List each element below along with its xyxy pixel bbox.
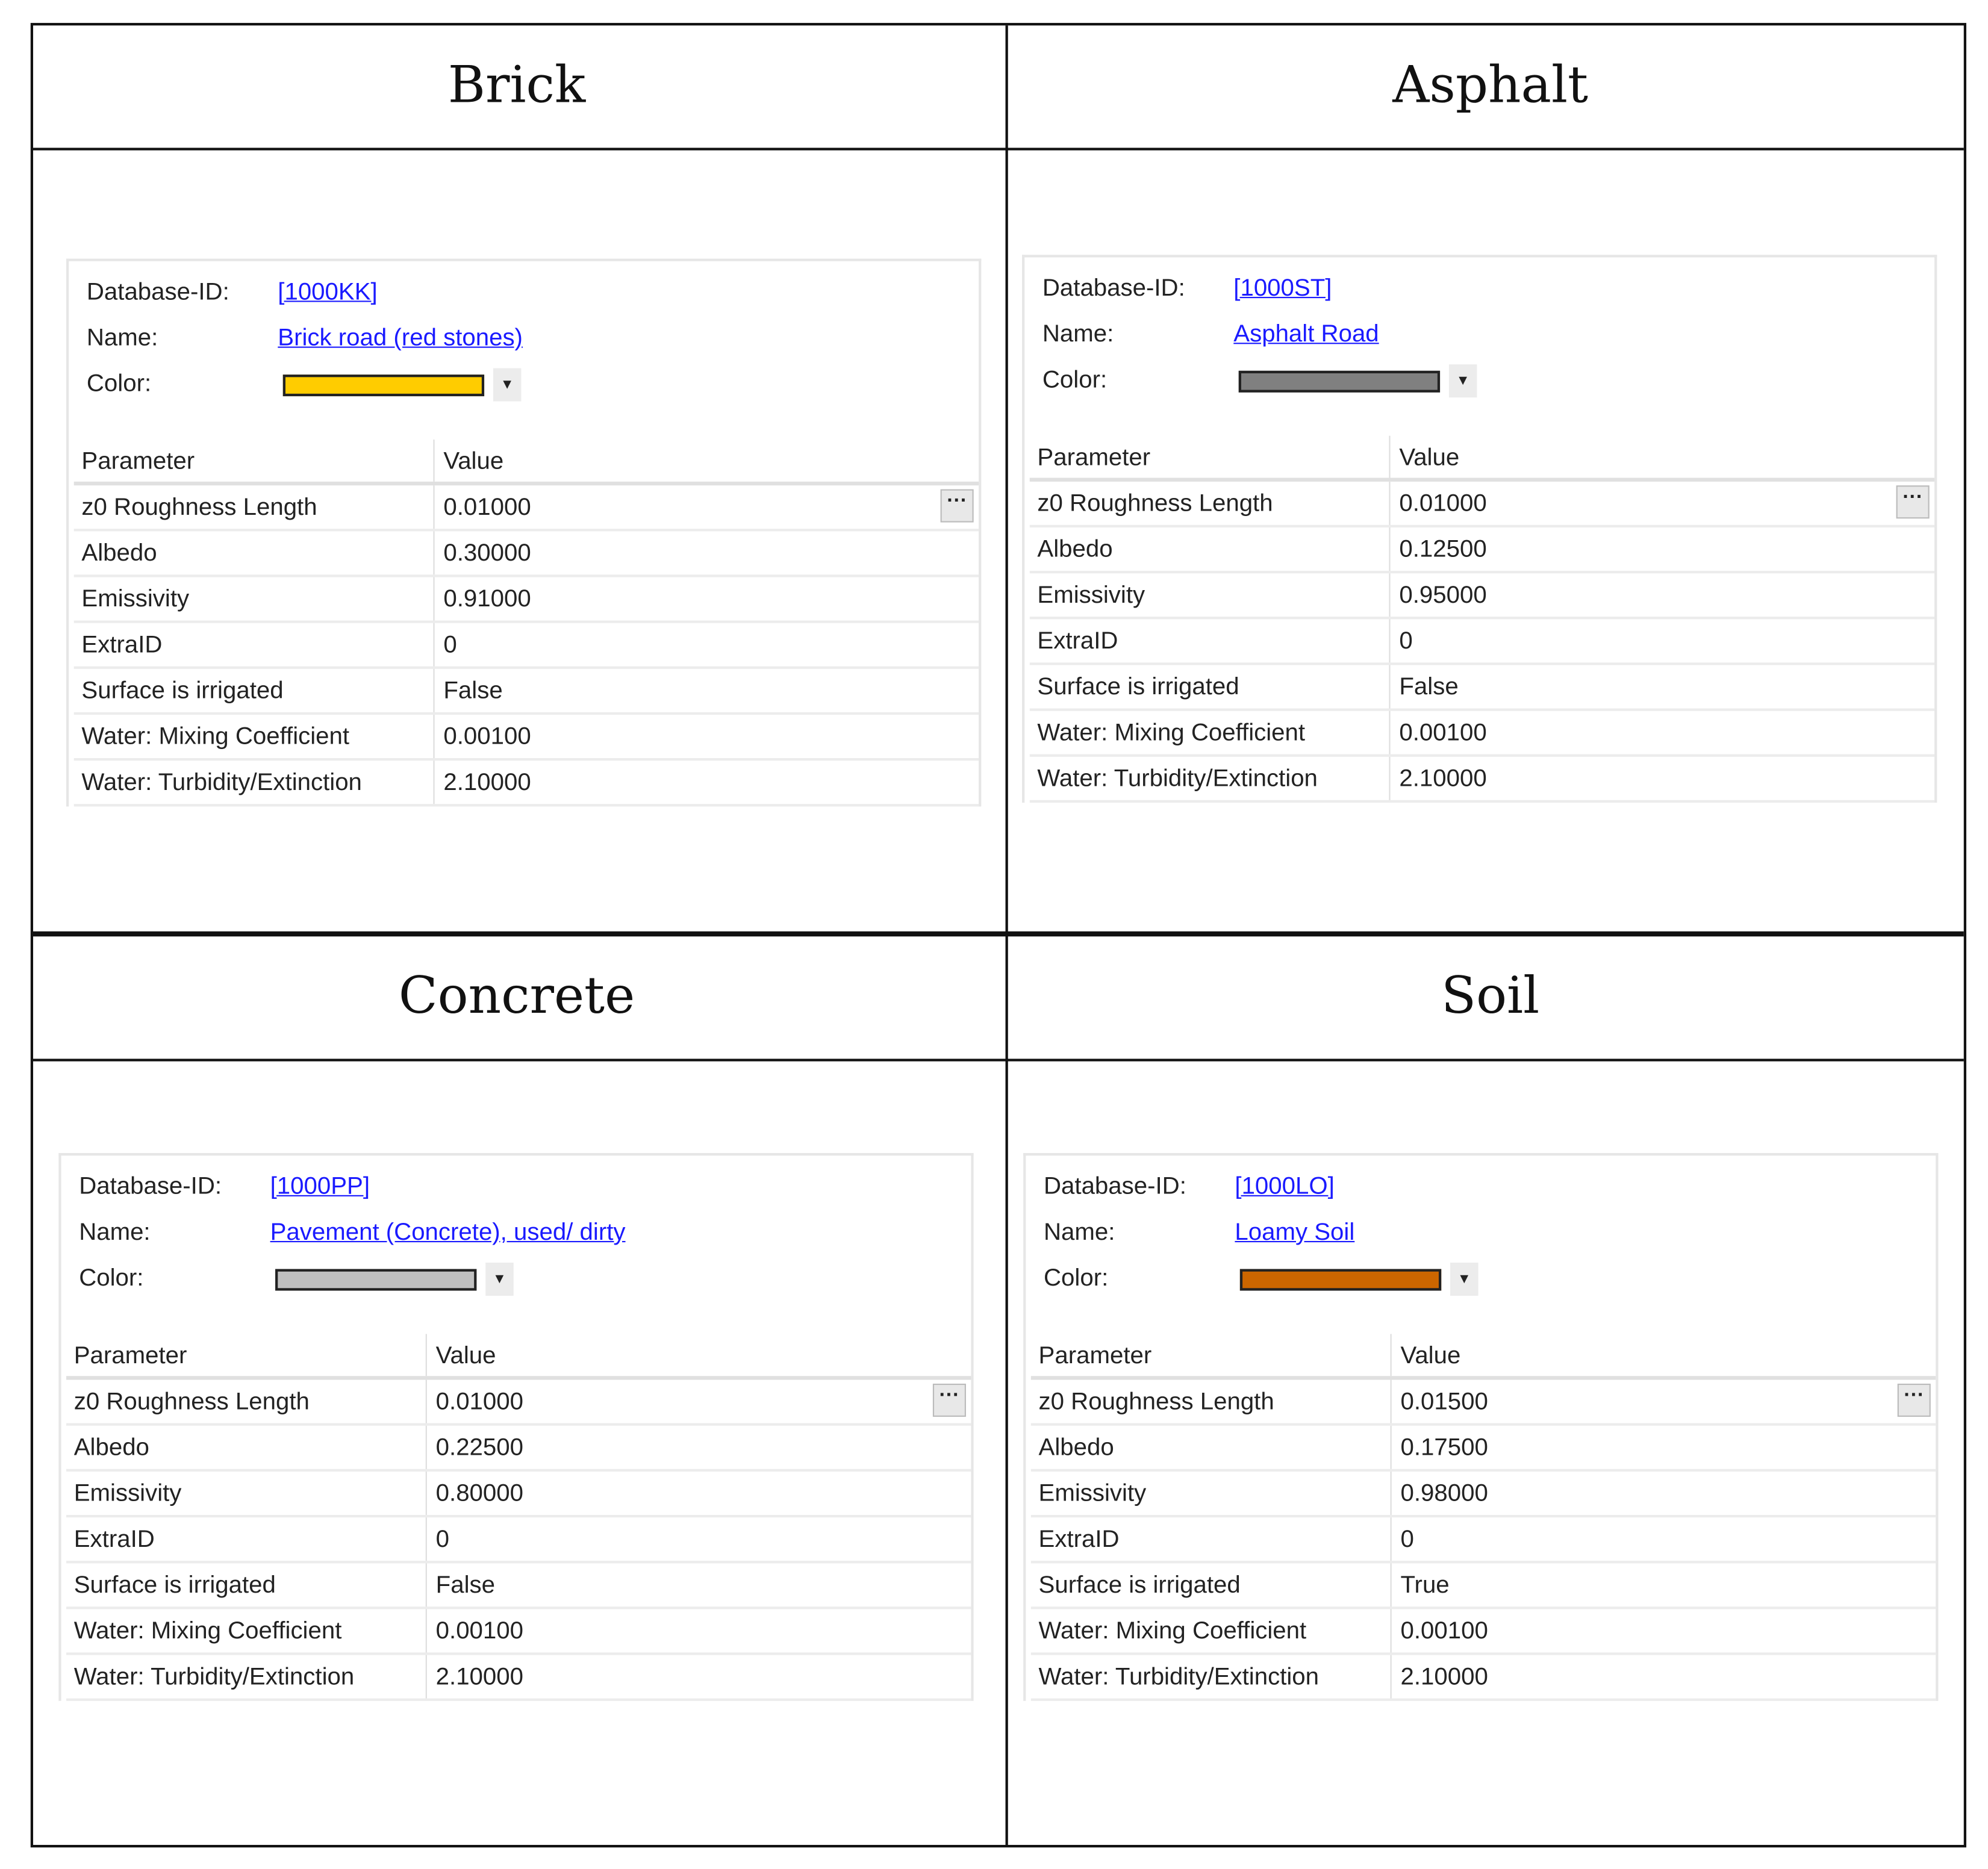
name-label: Name: bbox=[1044, 1219, 1115, 1246]
table-row[interactable] bbox=[66, 1472, 971, 1517]
table-row[interactable] bbox=[1031, 1517, 1936, 1563]
parameter-value[interactable]: 0.00100 bbox=[443, 723, 531, 751]
column-separator[interactable] bbox=[426, 1334, 427, 1376]
parameter-value[interactable]: 0 bbox=[443, 632, 457, 659]
parameter-value[interactable]: 0.01500 bbox=[1400, 1389, 1488, 1416]
parameter-name: Albedo bbox=[1037, 536, 1113, 564]
column-separator bbox=[426, 1472, 427, 1515]
table-row[interactable] bbox=[74, 485, 979, 531]
table-row[interactable] bbox=[66, 1517, 971, 1563]
parameter-value[interactable]: 0.12500 bbox=[1399, 536, 1487, 564]
column-separator bbox=[1389, 665, 1390, 709]
row-divider bbox=[33, 1059, 1964, 1061]
table-row[interactable] bbox=[74, 669, 979, 715]
parameter-name: Albedo bbox=[1038, 1434, 1114, 1462]
column-separator[interactable] bbox=[1389, 436, 1390, 478]
column-separator bbox=[433, 485, 434, 529]
material-name-link[interactable]: Brick road (red stones) bbox=[278, 325, 523, 352]
parameter-value[interactable]: 0.00100 bbox=[1399, 720, 1487, 747]
table-row[interactable] bbox=[74, 715, 979, 760]
color-swatch[interactable] bbox=[283, 375, 484, 396]
table-row[interactable] bbox=[1030, 665, 1934, 711]
column-separator bbox=[433, 760, 434, 804]
ellipsis-button[interactable]: ··· bbox=[933, 1384, 966, 1417]
section-title-asphalt: Asphalt bbox=[1392, 56, 1589, 115]
table-row[interactable] bbox=[1031, 1563, 1936, 1609]
database-id-link[interactable]: [1000LO] bbox=[1235, 1173, 1335, 1201]
color-dropdown-chevron-down-icon[interactable]: ▼ bbox=[1449, 364, 1477, 397]
parameter-value[interactable]: 0.22500 bbox=[435, 1434, 524, 1462]
parameter-table bbox=[74, 440, 979, 806]
table-row[interactable] bbox=[1030, 482, 1934, 527]
parameter-value[interactable]: 2.10000 bbox=[435, 1664, 524, 1691]
column-separator bbox=[426, 1380, 427, 1423]
parameter-value[interactable]: 0.01000 bbox=[443, 494, 531, 521]
ellipsis-button[interactable]: ··· bbox=[1896, 485, 1930, 518]
column-separator[interactable] bbox=[433, 440, 434, 482]
parameter-name: Surface is irrigated bbox=[73, 1572, 276, 1599]
table-header bbox=[74, 440, 979, 485]
table-row[interactable] bbox=[1031, 1380, 1936, 1426]
parameter-name: ExtraID bbox=[73, 1526, 155, 1553]
name-label: Name: bbox=[1042, 321, 1114, 348]
table-row[interactable] bbox=[66, 1609, 971, 1655]
column-header-parameter: Parameter bbox=[1038, 1343, 1152, 1370]
column-separator bbox=[1389, 619, 1390, 662]
parameter-name: Water: Mixing Coefficient bbox=[73, 1618, 342, 1645]
column-separator bbox=[1391, 1655, 1392, 1699]
column-separator bbox=[1389, 527, 1390, 571]
ellipsis-button[interactable]: ··· bbox=[1898, 1384, 1931, 1417]
section-title-concrete: Concrete bbox=[398, 967, 635, 1026]
color-swatch[interactable] bbox=[1240, 1269, 1441, 1291]
column-separator bbox=[1389, 757, 1390, 800]
parameter-table bbox=[1030, 436, 1934, 803]
parameter-value[interactable]: 0 bbox=[1400, 1526, 1414, 1553]
table-row[interactable] bbox=[66, 1426, 971, 1472]
parameter-value[interactable]: 0.91000 bbox=[443, 586, 531, 613]
column-separator bbox=[433, 577, 434, 621]
parameter-name: Water: Mixing Coefficient bbox=[1038, 1618, 1307, 1645]
parameter-name: Albedo bbox=[73, 1434, 149, 1462]
column-separator bbox=[433, 669, 434, 712]
parameter-name: ExtraID bbox=[1038, 1526, 1120, 1553]
table-row[interactable] bbox=[66, 1655, 971, 1701]
database-id-link[interactable]: [1000KK] bbox=[278, 279, 378, 306]
column-separator bbox=[1391, 1380, 1392, 1423]
column-header-value: Value bbox=[1399, 444, 1460, 471]
parameter-value[interactable]: 2.10000 bbox=[1399, 765, 1487, 793]
color-label: Color: bbox=[79, 1265, 144, 1292]
parameter-name: ExtraID bbox=[1037, 628, 1118, 655]
table-row[interactable] bbox=[74, 760, 979, 806]
table-row[interactable] bbox=[66, 1563, 971, 1609]
column-separator bbox=[433, 531, 434, 574]
material-properties-panel bbox=[1023, 1153, 1938, 1701]
color-swatch[interactable] bbox=[1239, 371, 1440, 393]
material-properties-panel bbox=[1022, 255, 1937, 803]
material-name-link[interactable]: Loamy Soil bbox=[1235, 1219, 1355, 1246]
parameter-name: Water: Turbidity/Extinction bbox=[81, 770, 362, 797]
color-label: Color: bbox=[1044, 1265, 1109, 1292]
column-header-parameter: Parameter bbox=[73, 1343, 187, 1370]
column-header-parameter: Parameter bbox=[81, 448, 195, 476]
column-separator[interactable] bbox=[1391, 1334, 1392, 1376]
database-id-label: Database-ID: bbox=[1042, 275, 1185, 302]
parameter-value[interactable]: 0 bbox=[435, 1526, 450, 1553]
parameter-name: z0 Roughness Length bbox=[1037, 490, 1273, 518]
parameter-table bbox=[1031, 1334, 1936, 1700]
parameter-value[interactable]: 0.98000 bbox=[1400, 1480, 1488, 1508]
parameter-value[interactable]: 0.01000 bbox=[1399, 490, 1487, 518]
table-row[interactable] bbox=[1030, 757, 1934, 803]
table-row[interactable] bbox=[1030, 527, 1934, 573]
material-name-link[interactable]: Asphalt Road bbox=[1233, 321, 1379, 348]
parameter-value[interactable]: 2.10000 bbox=[1400, 1664, 1488, 1691]
parameter-name: Surface is irrigated bbox=[81, 677, 284, 705]
ellipsis-button[interactable]: ··· bbox=[941, 490, 974, 523]
column-separator bbox=[426, 1563, 427, 1606]
table-row[interactable] bbox=[1031, 1426, 1936, 1472]
database-id-link[interactable]: [1000PP] bbox=[270, 1173, 370, 1201]
column-separator bbox=[426, 1655, 427, 1699]
table-row[interactable] bbox=[1030, 711, 1934, 757]
column-separator bbox=[1389, 482, 1390, 525]
color-label: Color: bbox=[86, 370, 152, 398]
section-title-soil: Soil bbox=[1441, 967, 1540, 1026]
parameter-name: ExtraID bbox=[81, 632, 163, 659]
column-separator bbox=[426, 1517, 427, 1561]
table-header bbox=[66, 1334, 971, 1379]
parameter-name: z0 Roughness Length bbox=[73, 1389, 310, 1416]
column-separator bbox=[1391, 1472, 1392, 1515]
table-row[interactable] bbox=[1031, 1655, 1936, 1701]
database-id-label: Database-ID: bbox=[79, 1173, 222, 1201]
parameter-name: Emissivity bbox=[1037, 582, 1145, 609]
table-row[interactable] bbox=[1030, 619, 1934, 665]
section-title-brick: Brick bbox=[447, 56, 586, 115]
column-separator bbox=[433, 715, 434, 758]
color-dropdown-chevron-down-icon[interactable]: ▼ bbox=[493, 369, 522, 402]
parameter-value[interactable]: 0.95000 bbox=[1399, 582, 1487, 609]
parameter-value[interactable]: 0.00100 bbox=[1400, 1618, 1488, 1645]
parameter-value[interactable]: 0.00100 bbox=[435, 1618, 524, 1645]
name-label: Name: bbox=[79, 1219, 151, 1246]
column-separator bbox=[426, 1426, 427, 1469]
parameter-name: Emissivity bbox=[81, 586, 190, 613]
column-separator bbox=[1389, 711, 1390, 754]
column-header-value: Value bbox=[435, 1343, 496, 1370]
row-divider bbox=[33, 148, 1964, 150]
parameter-value[interactable]: False bbox=[435, 1572, 495, 1599]
color-dropdown-chevron-down-icon[interactable]: ▼ bbox=[485, 1263, 514, 1296]
color-dropdown-chevron-down-icon[interactable]: ▼ bbox=[1450, 1263, 1479, 1296]
column-header-parameter: Parameter bbox=[1037, 444, 1151, 471]
material-name-link[interactable]: Pavement (Concrete), used/ dirty bbox=[270, 1219, 626, 1246]
parameter-value[interactable]: 0.17500 bbox=[1400, 1434, 1488, 1462]
parameter-value[interactable]: False bbox=[443, 677, 503, 705]
table-row[interactable] bbox=[74, 577, 979, 623]
table-row[interactable] bbox=[1031, 1472, 1936, 1517]
column-separator bbox=[1391, 1563, 1392, 1606]
parameter-value[interactable]: 0.30000 bbox=[443, 540, 531, 567]
table-header bbox=[1031, 1334, 1936, 1379]
parameter-name: z0 Roughness Length bbox=[1038, 1389, 1274, 1416]
parameter-name: Albedo bbox=[81, 540, 157, 567]
parameter-value[interactable]: 2.10000 bbox=[443, 770, 531, 797]
parameter-name: Water: Mixing Coefficient bbox=[81, 723, 350, 751]
parameter-name: Emissivity bbox=[1038, 1480, 1147, 1508]
column-separator bbox=[1391, 1517, 1392, 1561]
column-header-value: Value bbox=[1400, 1343, 1461, 1370]
parameter-name: Water: Turbidity/Extinction bbox=[1038, 1664, 1320, 1691]
column-separator bbox=[426, 1609, 427, 1653]
name-label: Name: bbox=[86, 325, 158, 352]
color-swatch[interactable] bbox=[275, 1269, 476, 1291]
database-id-label: Database-ID: bbox=[86, 279, 229, 306]
table-header bbox=[1030, 436, 1934, 482]
parameter-name: Water: Turbidity/Extinction bbox=[73, 1664, 355, 1691]
parameter-value[interactable]: 0.01000 bbox=[435, 1389, 524, 1416]
material-properties-panel bbox=[66, 259, 981, 807]
parameter-name: Surface is irrigated bbox=[1038, 1572, 1241, 1599]
parameter-value[interactable]: 0.80000 bbox=[435, 1480, 524, 1508]
parameter-name: Surface is irrigated bbox=[1037, 674, 1239, 701]
table-row[interactable] bbox=[74, 623, 979, 669]
parameter-name: Water: Turbidity/Extinction bbox=[1037, 765, 1318, 793]
column-separator bbox=[1389, 573, 1390, 617]
color-label: Color: bbox=[1042, 367, 1108, 394]
database-id-label: Database-ID: bbox=[1044, 1173, 1186, 1201]
parameter-name: z0 Roughness Length bbox=[81, 494, 317, 521]
column-header-value: Value bbox=[443, 448, 504, 476]
column-separator bbox=[433, 623, 434, 667]
parameter-value[interactable]: 0 bbox=[1399, 628, 1413, 655]
table-row[interactable] bbox=[1030, 573, 1934, 619]
column-separator bbox=[1391, 1426, 1392, 1469]
table-row[interactable] bbox=[1031, 1609, 1936, 1655]
parameter-value[interactable]: False bbox=[1399, 674, 1459, 701]
database-id-link[interactable]: [1000ST] bbox=[1233, 275, 1332, 302]
parameter-value[interactable]: True bbox=[1400, 1572, 1450, 1599]
column-separator bbox=[1391, 1609, 1392, 1653]
table-row[interactable] bbox=[66, 1380, 971, 1426]
parameter-name: Emissivity bbox=[73, 1480, 182, 1508]
parameter-table bbox=[66, 1334, 971, 1700]
material-properties-panel bbox=[58, 1153, 973, 1701]
parameter-name: Water: Mixing Coefficient bbox=[1037, 720, 1306, 747]
table-row[interactable] bbox=[74, 531, 979, 577]
